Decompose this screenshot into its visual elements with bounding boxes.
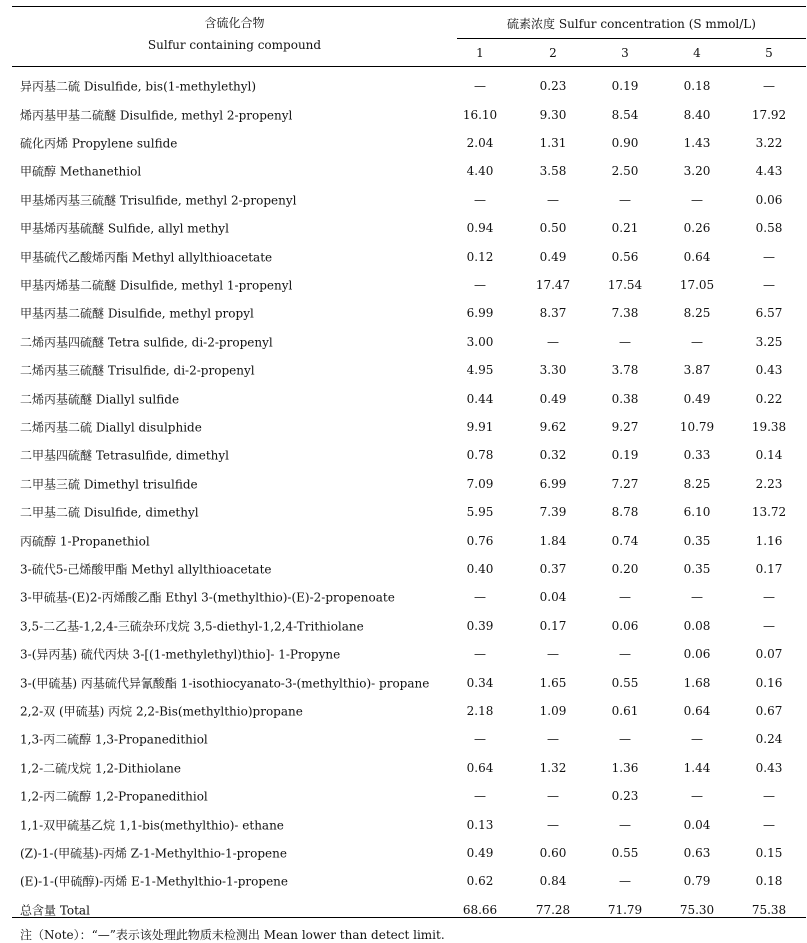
value-cell-2: 0.49 xyxy=(539,249,567,264)
value-cell-3: — xyxy=(619,817,631,832)
compound-name: 异丙基二硫 Disulfide, bis(1-methylethyl) xyxy=(20,79,257,94)
value-cell-1: 16.10 xyxy=(462,107,498,122)
column-header-4: 4 xyxy=(693,46,701,60)
value-cell-3: 8.54 xyxy=(611,107,639,122)
value-cell-3: — xyxy=(619,334,631,349)
value-cell-3: 0.19 xyxy=(611,79,639,94)
value-cell-1: 5.95 xyxy=(466,505,494,520)
value-cell-1: 0.39 xyxy=(466,618,494,633)
value-cell-2: 1.09 xyxy=(539,703,567,718)
table-row xyxy=(12,555,806,583)
table-row xyxy=(12,157,806,185)
value-cell-5: 13.72 xyxy=(751,505,787,520)
table-row xyxy=(12,100,806,128)
compound-name: 总含量 Total xyxy=(20,903,90,918)
value-cell-3: 0.74 xyxy=(611,533,639,548)
compound-name: 二烯丙基四硫醚 Tetra sulfide, di-2-propenyl xyxy=(20,335,273,350)
compound-name: 甲基硫代乙酸烯丙酯 Methyl allylthioacetate xyxy=(20,250,273,265)
value-cell-1: 0.76 xyxy=(466,533,494,548)
compound-name: 甲基丙烯基二硫醚 Disulfide, methyl 1-propenyl xyxy=(20,278,293,293)
table-row xyxy=(12,72,806,100)
value-cell-2: — xyxy=(547,647,559,662)
table-row xyxy=(12,384,806,412)
table-row xyxy=(12,299,806,327)
value-cell-1: — xyxy=(474,192,486,207)
compound-name: 3,5-二乙基-1,2,4-三硫杂环戊烷 3,5-diethyl-1,2,4-Trithiolane xyxy=(20,619,364,634)
value-cell-5: 19.38 xyxy=(751,419,787,434)
compound-name: 1,2-二硫戊烷 1,2-Dithiolane xyxy=(20,761,181,776)
table-row xyxy=(12,413,806,441)
table-row xyxy=(12,356,806,384)
value-cell-4: 0.64 xyxy=(683,703,711,718)
value-cell-1: 4.95 xyxy=(466,363,494,378)
compound-name: 烯丙基甲基二硫醚 Disulfide, methyl 2-propenyl xyxy=(20,108,293,123)
table-row xyxy=(12,441,806,469)
value-cell-3: 0.55 xyxy=(611,675,639,690)
value-cell-2: 0.84 xyxy=(539,874,567,889)
value-cell-4: 10.79 xyxy=(679,419,715,434)
value-cell-3: 0.21 xyxy=(611,221,639,236)
concentration-header: 硫素浓度 Sulfur concentration (S mmol/L) xyxy=(507,17,756,31)
value-cell-2: 3.58 xyxy=(539,164,567,179)
table-row xyxy=(12,782,806,810)
compound-name: 甲硫醇 Methanethiol xyxy=(20,164,142,179)
concentration-subrule xyxy=(457,38,806,39)
table-row xyxy=(12,214,806,242)
value-cell-5: 3.22 xyxy=(755,135,783,150)
value-cell-1: 0.78 xyxy=(466,448,494,463)
value-cell-1: — xyxy=(474,789,486,804)
value-cell-2: 1.32 xyxy=(539,760,567,775)
compound-name: 丙硫醇 1-Propanethiol xyxy=(20,534,150,549)
value-cell-4: 0.08 xyxy=(683,618,711,633)
value-cell-4: — xyxy=(691,590,703,605)
compound-name: 甲基烯丙基三硫醚 Trisulfide, methyl 2-propenyl xyxy=(20,193,297,208)
value-cell-5: 0.22 xyxy=(755,391,783,406)
value-cell-5: — xyxy=(763,79,775,94)
value-cell-2: 1.31 xyxy=(539,135,567,150)
value-cell-2: 0.04 xyxy=(539,590,567,605)
value-cell-5: — xyxy=(763,277,775,292)
value-cell-4: 8.25 xyxy=(683,476,711,491)
value-cell-5: — xyxy=(763,590,775,605)
compound-name: 3-硫代5-己烯酸甲酯 Methyl allylthioacetate xyxy=(20,562,272,577)
value-cell-2: 7.39 xyxy=(539,505,567,520)
compound-name: (E)-1-(甲硫醇)-丙烯 E-1-Methylthio-1-propene xyxy=(20,874,288,889)
value-cell-2: — xyxy=(547,789,559,804)
value-cell-2: 0.49 xyxy=(539,391,567,406)
value-cell-5: 4.43 xyxy=(755,164,783,179)
compound-name: 二烯丙基二硫 Diallyl disulphide xyxy=(20,420,202,435)
value-cell-3: 0.61 xyxy=(611,703,639,718)
compound-name: 二甲基二硫 Disulfide, dimethyl xyxy=(20,505,199,520)
value-cell-1: 0.94 xyxy=(466,221,494,236)
compound-header-en: Sulfur containing compound xyxy=(147,38,322,52)
value-cell-1: — xyxy=(474,277,486,292)
column-header-1: 1 xyxy=(476,46,484,60)
value-cell-4: 0.64 xyxy=(683,249,711,264)
value-cell-3: 0.19 xyxy=(611,448,639,463)
compound-name: 二甲基三硫 Dimethyl trisulfide xyxy=(20,477,198,492)
value-cell-2: 9.30 xyxy=(539,107,567,122)
value-cell-1: — xyxy=(474,79,486,94)
value-cell-4: 1.44 xyxy=(683,760,711,775)
value-cell-1: 0.62 xyxy=(466,874,494,889)
value-cell-5: 0.17 xyxy=(755,561,783,576)
value-cell-4: — xyxy=(691,334,703,349)
value-cell-1: — xyxy=(474,647,486,662)
table-row xyxy=(12,470,806,498)
value-cell-1: 68.66 xyxy=(462,902,498,917)
value-cell-5: 0.43 xyxy=(755,760,783,775)
value-cell-1: 3.00 xyxy=(466,334,494,349)
value-cell-2: 1.84 xyxy=(539,533,567,548)
value-cell-4: 75.30 xyxy=(679,902,715,917)
value-cell-3: 0.23 xyxy=(611,789,639,804)
value-cell-2: — xyxy=(547,817,559,832)
value-cell-2: 3.30 xyxy=(539,363,567,378)
value-cell-1: 0.49 xyxy=(466,845,494,860)
value-cell-4: — xyxy=(691,192,703,207)
table-row xyxy=(12,697,806,725)
table-row xyxy=(12,271,806,299)
value-cell-3: 2.50 xyxy=(611,164,639,179)
value-cell-3: — xyxy=(619,647,631,662)
value-cell-2: 0.17 xyxy=(539,618,567,633)
value-cell-5: 0.58 xyxy=(755,221,783,236)
value-cell-3: 9.27 xyxy=(611,419,639,434)
table-row xyxy=(12,498,806,526)
value-cell-2: 0.50 xyxy=(539,221,567,236)
value-cell-4: 0.04 xyxy=(683,817,711,832)
compound-name: (Z)-1-(甲硫基)-丙烯 Z-1-Methylthio-1-propene xyxy=(20,846,287,861)
compound-header xyxy=(12,14,457,54)
value-cell-5: 0.24 xyxy=(755,732,783,747)
value-cell-5: — xyxy=(763,618,775,633)
value-cell-3: — xyxy=(619,732,631,747)
table-row xyxy=(12,668,806,696)
value-cell-4: 17.05 xyxy=(679,277,715,292)
value-cell-4: 0.06 xyxy=(683,647,711,662)
value-cell-3: 7.38 xyxy=(611,306,639,321)
value-cell-5: 0.18 xyxy=(755,874,783,889)
compound-name: 3-(甲硫基) 丙基硫代异氰酸酯 1-isothiocyanato-3-(methylthio)- propane xyxy=(20,676,430,691)
value-cell-5: 17.92 xyxy=(751,107,787,122)
value-cell-2: 6.99 xyxy=(539,476,567,491)
compound-name: 2,2-双 (甲硫基) 丙烷 2,2-Bis(methylthio)propane xyxy=(20,704,303,719)
table-row xyxy=(12,640,806,668)
value-cell-1: 9.91 xyxy=(466,419,494,434)
value-cell-1: 6.99 xyxy=(466,306,494,321)
value-cell-3: — xyxy=(619,874,631,889)
compound-name: 二甲基四硫醚 Tetrasulfide, dimethyl xyxy=(20,448,230,463)
value-cell-4: 0.49 xyxy=(683,391,711,406)
value-cell-1: — xyxy=(474,732,486,747)
value-cell-3: 0.38 xyxy=(611,391,639,406)
compound-header-cn: 含硫化合物 xyxy=(204,16,265,30)
compound-name: 二烯丙基三硫醚 Trisulfide, di-2-propenyl xyxy=(20,363,255,378)
value-cell-5: 0.16 xyxy=(755,675,783,690)
value-cell-1: 0.13 xyxy=(466,817,494,832)
value-cell-4: 0.35 xyxy=(683,561,711,576)
table-row xyxy=(12,129,806,157)
value-cell-3: 0.56 xyxy=(611,249,639,264)
value-cell-5: 6.57 xyxy=(755,306,783,321)
compound-name: 甲基烯丙基硫醚 Sulfide, allyl methyl xyxy=(20,221,229,236)
value-cell-2: 9.62 xyxy=(539,419,567,434)
value-cell-4: — xyxy=(691,789,703,804)
table-row xyxy=(12,526,806,554)
value-cell-5: 1.16 xyxy=(755,533,783,548)
value-cell-1: 2.18 xyxy=(466,703,494,718)
value-cell-1: 0.40 xyxy=(466,561,494,576)
compound-name: 二烯丙基硫醚 Diallyl sulfide xyxy=(20,392,180,407)
value-cell-3: 0.55 xyxy=(611,845,639,860)
value-cell-1: 0.44 xyxy=(466,391,494,406)
table-row xyxy=(12,583,806,611)
table-row xyxy=(12,612,806,640)
table-row xyxy=(12,328,806,356)
value-cell-2: 0.60 xyxy=(539,845,567,860)
value-cell-5: 0.67 xyxy=(755,703,783,718)
value-cell-3: 0.90 xyxy=(611,135,639,150)
value-cell-3: 1.36 xyxy=(611,760,639,775)
value-cell-2: 0.32 xyxy=(539,448,567,463)
value-cell-5: 0.14 xyxy=(755,448,783,463)
column-header-2: 2 xyxy=(549,46,557,60)
compound-name: 1,3-丙二硫醇 1,3-Propanedithiol xyxy=(20,732,208,747)
value-cell-3: — xyxy=(619,192,631,207)
value-cell-4: 0.18 xyxy=(683,79,711,94)
value-cell-2: 0.37 xyxy=(539,561,567,576)
table-bottom-rule xyxy=(12,917,806,918)
value-cell-4: 6.10 xyxy=(683,505,711,520)
table-row xyxy=(12,839,806,867)
table-row xyxy=(12,186,806,214)
value-cell-4: 8.40 xyxy=(683,107,711,122)
value-cell-4: 0.79 xyxy=(683,874,711,889)
table-note: 注（Note）：“—”表示该处理此物质未检测出 Mean lower than detect limit. xyxy=(20,928,445,942)
table-row xyxy=(12,810,806,838)
compound-name: 甲基丙基二硫醚 Disulfide, methyl propyl xyxy=(20,306,254,321)
column-header-5: 5 xyxy=(765,46,773,60)
compound-name: 硫化丙烯 Propylene sulfide xyxy=(20,136,178,151)
table-row xyxy=(12,242,806,270)
value-cell-3: 71.79 xyxy=(607,902,643,917)
value-cell-4: 0.63 xyxy=(683,845,711,860)
table-row xyxy=(12,725,806,753)
compound-name: 3-(异丙基) 硫代丙炔 3-[(1-methylethyl)thio]- 1-Propyne xyxy=(20,647,341,662)
value-cell-1: — xyxy=(474,590,486,605)
value-cell-1: 0.12 xyxy=(466,249,494,264)
compound-name: 3-甲硫基-(E)2-丙烯酸乙酯 Ethyl 3-(methylthio)-(E)-2-propenoate xyxy=(20,590,395,605)
value-cell-4: 3.20 xyxy=(683,164,711,179)
value-cell-4: 3.87 xyxy=(683,363,711,378)
value-cell-3: 3.78 xyxy=(611,363,639,378)
value-cell-5: — xyxy=(763,249,775,264)
value-cell-2: 8.37 xyxy=(539,306,567,321)
value-cell-5: 0.15 xyxy=(755,845,783,860)
column-header-3: 3 xyxy=(621,46,629,60)
value-cell-4: 8.25 xyxy=(683,306,711,321)
table-top-rule xyxy=(12,6,806,7)
value-cell-5: 0.43 xyxy=(755,363,783,378)
value-cell-2: 17.47 xyxy=(535,277,571,292)
value-cell-5: 2.23 xyxy=(755,476,783,491)
value-cell-4: 1.68 xyxy=(683,675,711,690)
value-cell-2: — xyxy=(547,334,559,349)
value-cell-4: 0.26 xyxy=(683,221,711,236)
value-cell-2: — xyxy=(547,732,559,747)
value-cell-2: 1.65 xyxy=(539,675,567,690)
value-cell-5: — xyxy=(763,789,775,804)
value-cell-5: 3.25 xyxy=(755,334,783,349)
value-cell-3: 0.06 xyxy=(611,618,639,633)
value-cell-2: — xyxy=(547,192,559,207)
value-cell-5: 0.07 xyxy=(755,647,783,662)
total-row xyxy=(12,896,806,924)
value-cell-4: 0.33 xyxy=(683,448,711,463)
compound-name: 1,2-丙二硫醇 1,2-Propanedithiol xyxy=(20,789,208,804)
compound-name: 1,1-双甲硫基乙烷 1,1-bis(methylthio)- ethane xyxy=(20,818,284,833)
value-cell-1: 2.04 xyxy=(466,135,494,150)
value-cell-1: 0.34 xyxy=(466,675,494,690)
value-cell-3: 7.27 xyxy=(611,476,639,491)
value-cell-2: 0.23 xyxy=(539,79,567,94)
value-cell-5: — xyxy=(763,817,775,832)
value-cell-1: 4.40 xyxy=(466,164,494,179)
value-cell-4: — xyxy=(691,732,703,747)
value-cell-2: 77.28 xyxy=(535,902,571,917)
value-cell-1: 0.64 xyxy=(466,760,494,775)
value-cell-3: 8.78 xyxy=(611,505,639,520)
table-row xyxy=(12,867,806,895)
value-cell-1: 7.09 xyxy=(466,476,494,491)
value-cell-3: 17.54 xyxy=(607,277,643,292)
table-row xyxy=(12,754,806,782)
value-cell-3: — xyxy=(619,590,631,605)
header-bottom-rule xyxy=(12,66,806,67)
value-cell-5: 75.38 xyxy=(751,902,787,917)
value-cell-5: 0.06 xyxy=(755,192,783,207)
value-cell-4: 0.35 xyxy=(683,533,711,548)
value-cell-3: 0.20 xyxy=(611,561,639,576)
value-cell-4: 1.43 xyxy=(683,135,711,150)
